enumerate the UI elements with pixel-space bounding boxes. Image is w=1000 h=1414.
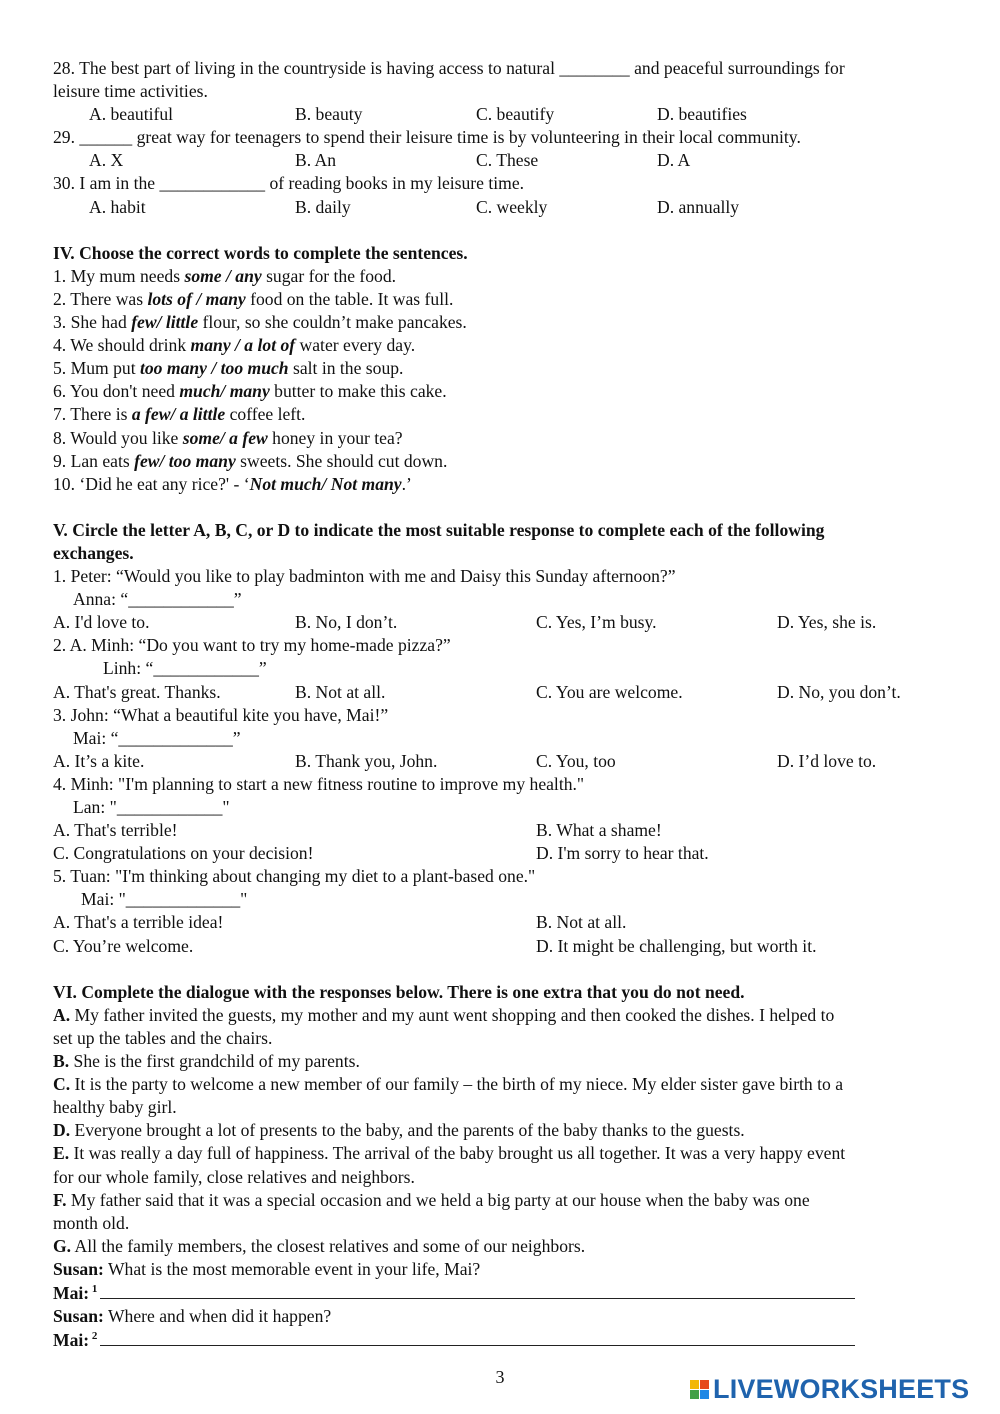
word-choice[interactable]: much/ many [179, 381, 270, 402]
response-a [53, 1004, 978, 1027]
item-text-after: flour, so she couldn’t make pancakes. [198, 312, 467, 333]
s5-q3-option-a[interactable]: A. It’s a kite. [53, 750, 145, 771]
item-text-before: 1. My mum needs [53, 265, 185, 286]
response-letter: C. [53, 1074, 71, 1095]
item-text-after: .’ [401, 473, 412, 494]
item-text-before: 5. Mum put [53, 358, 140, 379]
s5-q4-option-a[interactable]: A. That's terrible! [53, 820, 178, 841]
s5-q2-answer-line: Linh: “____________” [103, 658, 267, 679]
q28-stem-line1: 28. The best part of living in the countryside is having access to natural ________ and peaceful surroundings for [53, 58, 845, 78]
response-text: She is the first grandchild of my parents. [69, 1051, 360, 1072]
q28-stem-line2: leisure time activities. [53, 81, 208, 102]
s5-q3-options [53, 750, 978, 773]
s5-q3-option-d[interactable]: D. I’d love to. [777, 750, 877, 771]
section-4-list [53, 265, 978, 496]
q30-option-d[interactable]: D. annually [657, 196, 740, 217]
q29-stem: 29. ______ great way for teenagers to spend their leisure time is by volunteering in their local community. [53, 127, 801, 148]
s5-q3-answer-line: Mai: “_____________” [73, 727, 241, 748]
s5-q1-option-c[interactable]: C. Yes, I’m busy. [536, 612, 657, 633]
item-text-before: 7. There is [53, 404, 132, 425]
s5-q4-option-c[interactable]: C. Congratulations on your decision! [53, 843, 314, 864]
speaker-label: Mai: [53, 1330, 90, 1351]
blank-number: 1 [89, 1283, 98, 1296]
s5-q1-option-a[interactable]: A. I'd love to. [53, 612, 150, 633]
q29-option-d[interactable]: D. A [657, 150, 691, 171]
response-e [53, 1142, 978, 1165]
s5-q5-options-ab [53, 911, 978, 934]
item-text-after: sugar for the food. [261, 265, 397, 286]
response-text: Everyone brought a lot of presents to the baby, and the parents of the baby thanks to the guests. [70, 1120, 745, 1141]
s5-q4-options-cd [53, 842, 978, 865]
section-6-dialogue [53, 1258, 978, 1352]
item-text-before: 3. She had [53, 312, 132, 333]
q30-option-c[interactable]: C. weekly [476, 196, 548, 217]
section-4-item [53, 288, 978, 311]
dialogue-text: What is the most memorable event in your life, Mai? [103, 1258, 481, 1279]
s5-q2-option-c[interactable]: C. You are welcome. [536, 681, 683, 702]
s5-q5-option-d[interactable]: D. It might be challenging, but worth it. [536, 935, 817, 956]
answer-blank[interactable] [100, 1281, 855, 1299]
q29-option-c[interactable]: C. These [476, 150, 539, 171]
s5-q5-option-a[interactable]: A. That's a terrible idea! [53, 912, 224, 933]
s5-q1-option-b[interactable]: B. No, I don’t. [295, 612, 398, 633]
s5-q4-answer-line: Lan: "____________" [73, 797, 230, 817]
brand-text: LIVEWORKSHEETS [713, 1374, 970, 1404]
s5-q2-option-d[interactable]: D. No, you don’t. [777, 681, 901, 702]
item-text-after: honey in your tea? [267, 427, 403, 448]
response-text: My father said that it was a special occasion and we held a big party at our house when the baby was one [66, 1189, 810, 1210]
response-c [53, 1073, 978, 1096]
item-text-after: butter to make this cake. [269, 381, 447, 402]
response-letter: F. [53, 1189, 67, 1210]
item-text-before: 4. We should drink [53, 335, 191, 356]
s5-q4-prompt: 4. Minh: "I'm planning to start a new fitness routine to improve my health." [53, 773, 585, 794]
q30-option-a[interactable]: A. habit [89, 196, 146, 217]
item-text-before: 10. ‘Did he eat any rice?' - ‘ [53, 473, 250, 494]
section-4-item [53, 357, 978, 380]
speaker-label: Susan: [53, 1258, 104, 1279]
response-text-continued: set up the tables and the chairs. [53, 1027, 273, 1048]
section-4-item [53, 334, 978, 357]
item-text-after: salt in the soup. [288, 358, 404, 379]
section-4-item [53, 427, 978, 450]
q29-options [53, 149, 978, 172]
response-text: All the family members, the closest relatives and some of our neighbors. [71, 1235, 586, 1256]
dialogue-text: Where and when did it happen? [103, 1306, 332, 1327]
s5-q1-options [53, 611, 978, 634]
item-text-before: 6. You don't need [53, 381, 180, 402]
s5-q5-options-cd [53, 935, 978, 958]
dialogue-line [53, 1258, 978, 1281]
word-choice[interactable]: some/ a few [182, 427, 268, 448]
response-letter: E. [53, 1143, 70, 1164]
s5-q5-prompt: 5. Tuan: "I'm thinking about changing my diet to a plant-based one." [53, 866, 536, 887]
response-letter: A. [53, 1004, 71, 1025]
response-f [53, 1189, 978, 1212]
word-choice[interactable]: few/ too many [134, 450, 236, 471]
section-5-heading-line2: exchanges. [53, 542, 134, 563]
dialogue-line [53, 1281, 978, 1305]
answer-blank[interactable] [100, 1328, 855, 1346]
item-text-before: 8. Would you like [53, 427, 183, 448]
liveworksheets-grid-icon [690, 1380, 709, 1399]
section-4-item [53, 403, 978, 426]
worksheet-page [53, 57, 978, 1352]
q30-stem: 30. I am in the ____________ of reading books in my leisure time. [53, 173, 525, 194]
liveworksheets-logo [690, 1374, 969, 1405]
response-text-continued: healthy baby girl. [53, 1097, 177, 1118]
response-letter: D. [53, 1120, 71, 1141]
word-choice[interactable]: lots of / many [147, 288, 246, 309]
s5-q3-option-b[interactable]: B. Thank you, John. [295, 750, 438, 771]
response-text: My father invited the guests, my mother and my aunt went shopping and then cooked the dishes. I helped to [70, 1004, 835, 1025]
item-text-after: food on the table. It was full. [245, 288, 454, 309]
s5-q1-option-d[interactable]: D. Yes, she is. [777, 612, 877, 633]
s5-q2-options [53, 681, 978, 704]
word-choice[interactable]: many / a lot of [190, 335, 296, 356]
section-4-item [53, 473, 978, 496]
response-text-continued: month old. [53, 1212, 130, 1233]
section-4-item [53, 265, 978, 288]
s5-q2-prompt: 2. A. Minh: “Do you want to try my home-made pizza?” [53, 635, 451, 656]
section-4-item [53, 311, 978, 334]
dialogue-line [53, 1328, 978, 1352]
s5-q4-options-ab [53, 819, 978, 842]
section-6-responses [53, 1004, 978, 1258]
word-choice[interactable]: too many / too much [140, 358, 289, 379]
item-text-after: coffee left. [225, 404, 306, 425]
q30-options [53, 196, 978, 219]
word-choice[interactable]: few/ little [131, 312, 199, 333]
q28-options [53, 103, 978, 126]
s5-q4-option-d[interactable]: D. I'm sorry to hear that. [536, 843, 709, 864]
s5-q4-option-b[interactable]: B. What a shame! [536, 820, 662, 841]
word-choice[interactable]: Not much/ Not many [249, 473, 402, 494]
q28-option-a[interactable]: A. beautiful [89, 104, 174, 125]
word-choice[interactable]: a few/ a little [131, 404, 226, 425]
section-4-heading: IV. Choose the correct words to complete the sentences. [53, 242, 468, 263]
q28-option-b[interactable]: B. beauty [295, 104, 363, 125]
q28-option-c[interactable]: C. beautify [476, 104, 555, 125]
response-b [53, 1050, 978, 1073]
response-letter: G. [53, 1235, 72, 1256]
s5-q5-option-b[interactable]: B. Not at all. [536, 912, 627, 933]
s5-q1-answer-line: Anna: “____________” [73, 589, 242, 610]
section-6-heading: VI. Complete the dialogue with the responses below. There is one extra that you do not need. [53, 981, 745, 1002]
q29-option-a[interactable]: A. X [89, 150, 124, 171]
s5-q5-answer-line: Mai: "_____________" [81, 889, 248, 910]
dialogue-line [53, 1305, 978, 1328]
s5-q1-prompt: 1. Peter: “Would you like to play badminton with me and Daisy this Sunday afternoon?” [53, 566, 676, 587]
item-text-before: 2. There was [53, 288, 148, 309]
s5-q2-option-b[interactable]: B. Not at all. [295, 681, 386, 702]
item-text-after: water every day. [295, 335, 416, 356]
s5-q2-option-a[interactable]: A. That's great. Thanks. [53, 681, 221, 702]
q28-option-d[interactable]: D. beautifies [657, 104, 747, 125]
response-letter: B. [53, 1051, 70, 1072]
q29-option-b[interactable]: B. An [295, 150, 337, 171]
s5-q3-prompt: 3. John: “What a beautiful kite you have, Mai!” [53, 704, 389, 725]
response-g [53, 1235, 978, 1258]
response-d [53, 1119, 978, 1142]
section-5-heading-line1: V. Circle the letter A, B, C, or D to indicate the most suitable response to complete each of the following [53, 519, 825, 540]
response-text-continued: for our whole family, close relatives and neighbors. [53, 1166, 415, 1187]
item-text-before: 9. Lan eats [53, 450, 135, 471]
section-4-item [53, 380, 978, 403]
speaker-label: Susan: [53, 1306, 104, 1327]
response-text: It is the party to welcome a new member of our family – the birth of my niece. My elder sister gave birth to a [70, 1074, 844, 1095]
item-text-after: sweets. She should cut down. [235, 450, 448, 471]
response-text: It was really a day full of happiness. The arrival of the baby brought us all together. It was a very happy event [69, 1143, 846, 1164]
word-choice[interactable]: some / any [184, 265, 262, 286]
section-4-item [53, 450, 978, 473]
q30-option-b[interactable]: B. daily [295, 196, 351, 217]
blank-number: 2 [89, 1330, 98, 1343]
s5-q5-option-c[interactable]: C. You’re welcome. [53, 935, 194, 956]
page-number: 3 [495, 1367, 505, 1387]
speaker-label: Mai: [53, 1282, 90, 1303]
s5-q3-option-c[interactable]: C. You, too [536, 750, 616, 771]
